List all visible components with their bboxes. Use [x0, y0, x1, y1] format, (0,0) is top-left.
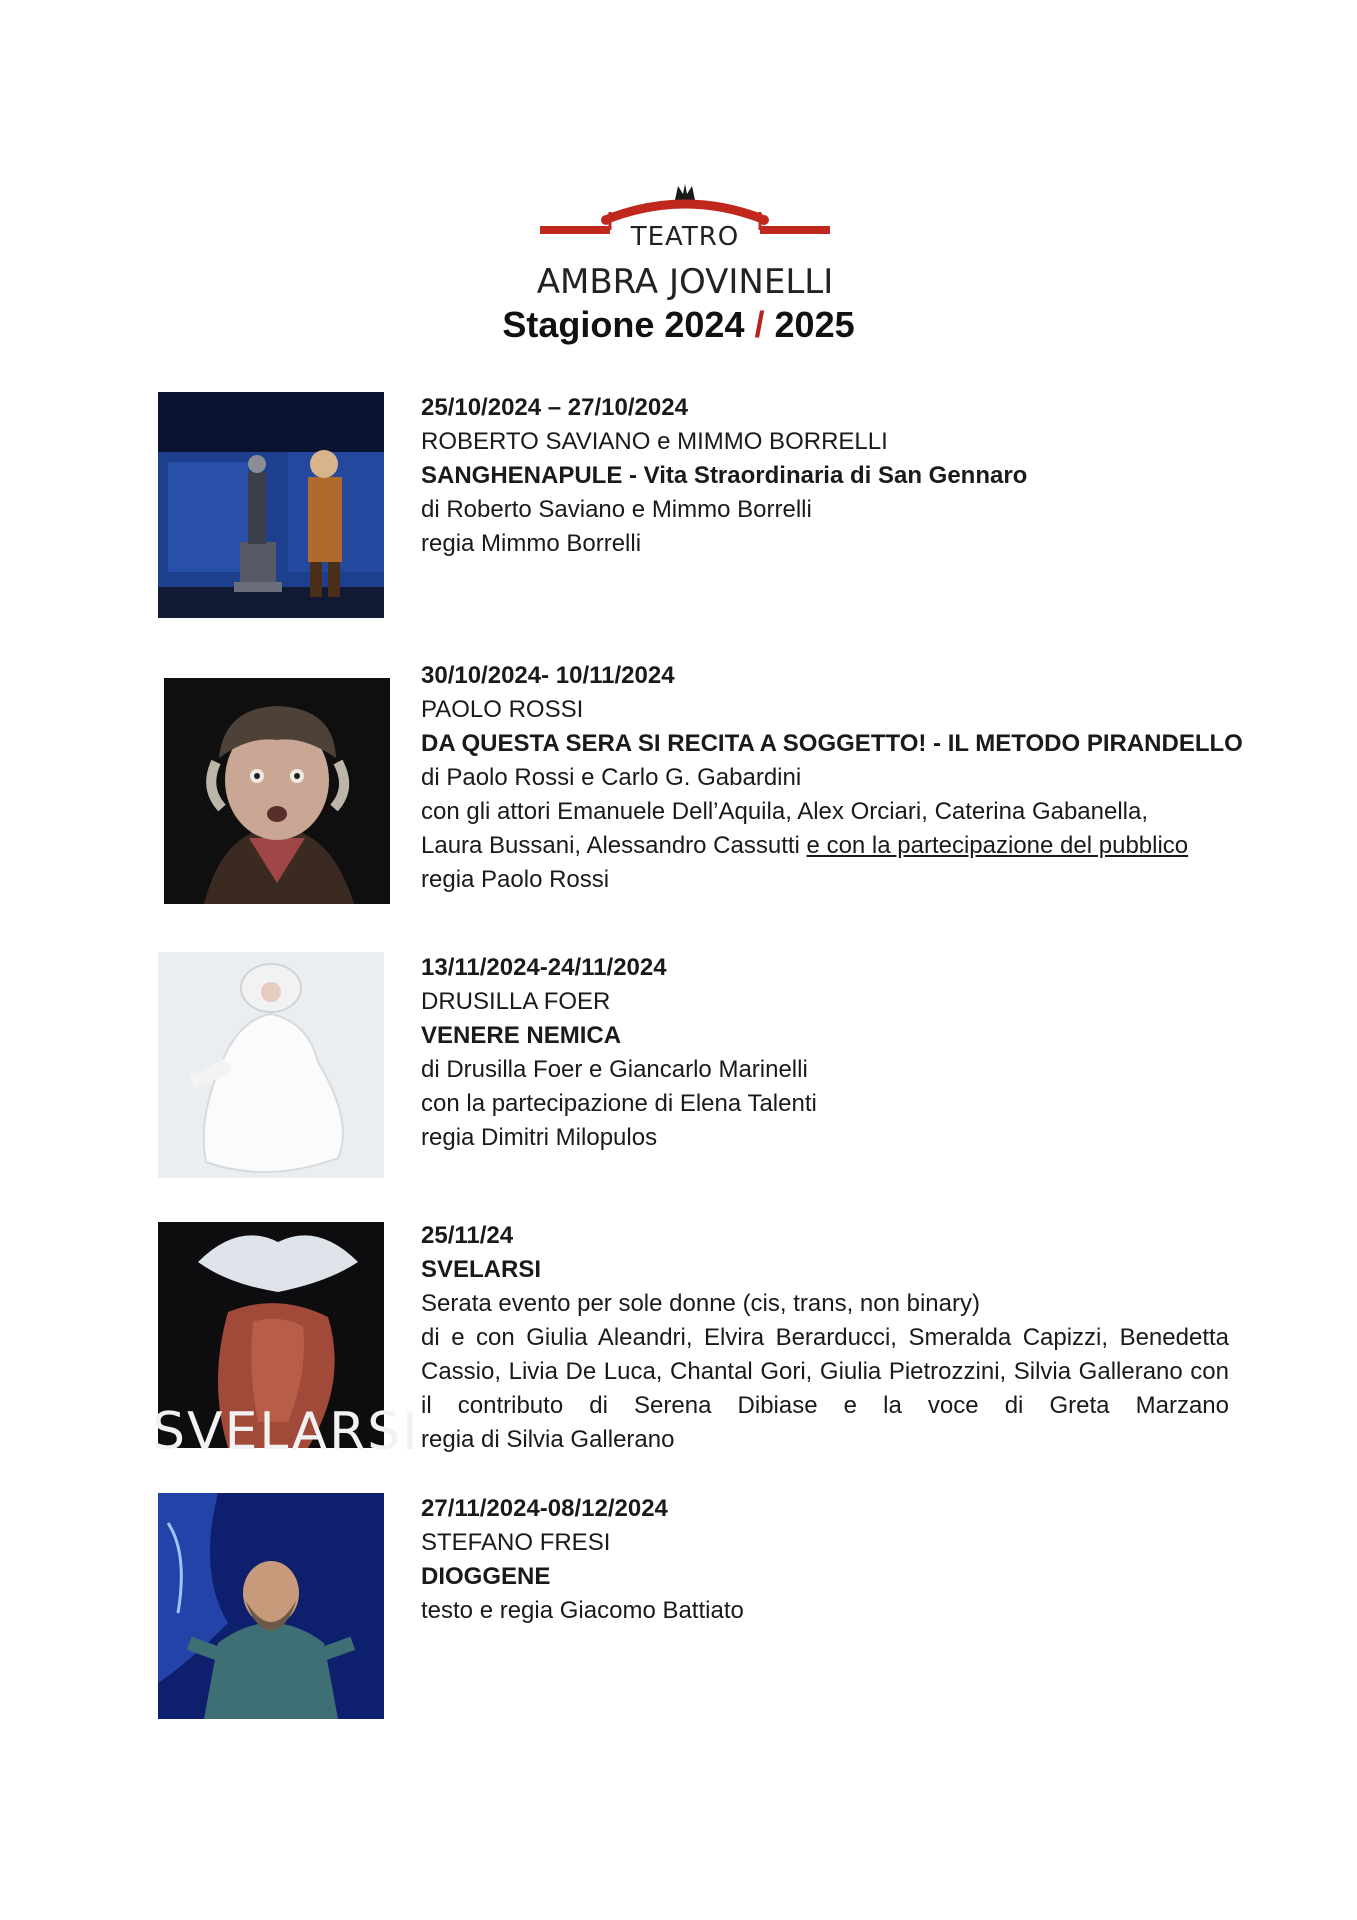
event-photo-sanghenapule — [158, 392, 384, 618]
event-artists: DRUSILLA FOER — [421, 988, 611, 1015]
event-title: DA QUESTA SERA SI RECITA A SOGGETTO! - IL METODO PIRANDELLO — [421, 730, 1243, 757]
logo-main-text: AMBRA JOVINELLI — [536, 262, 834, 302]
event-description: Serata evento per sole donne (cis, trans, non binary) — [421, 1290, 980, 1317]
event-dates: 25/11/24 — [421, 1222, 514, 1249]
event-photo-svelarsi — [152, 1222, 420, 1462]
event-dates: 30/10/2024- 10/11/2024 — [421, 662, 675, 689]
theatre-logo — [520, 182, 850, 302]
event-title: VENERE NEMICA — [421, 1022, 622, 1049]
event-info — [421, 1492, 1229, 1628]
event-info — [421, 391, 1229, 561]
event-info — [421, 951, 1229, 1155]
event-cast-continued: Cassio, Livia De Luca, Chantal Gori, Giulia Pietrozzini, Silvia Gallerano con — [421, 1358, 1229, 1385]
event-participation: con la partecipazione di Elena Talenti — [421, 1090, 817, 1117]
event-credits: testo e regia Giacomo Battiato — [421, 1597, 744, 1624]
event-photo-stefano-fresi — [158, 1493, 384, 1719]
season-label: Stagione 2024 — [502, 304, 745, 345]
event-authors: di Roberto Saviano e Mimmo Borrelli — [421, 496, 812, 523]
event-photo-paolo-rossi — [164, 678, 390, 904]
season-slash: / — [754, 304, 765, 345]
event-artists: ROBERTO SAVIANO e MIMMO BORRELLI — [421, 428, 888, 455]
event-cast: di e con Giulia Aleandri, Elvira Berarducci, Smeralda Capizzi, Benedetta — [421, 1324, 1229, 1351]
event-cast-continued — [421, 829, 1229, 863]
event-contributors: il contributo di Serena Dibiase e la voce di Greta Marzano — [421, 1392, 1229, 1419]
event-dates: 25/10/2024 – 27/10/2024 — [421, 394, 688, 421]
event-artists: PAOLO ROSSI — [421, 696, 584, 723]
event-dates: 27/11/2024-08/12/2024 — [421, 1495, 668, 1522]
event-info — [421, 659, 1243, 897]
event-director: regia Paolo Rossi — [421, 866, 610, 893]
event-artists: STEFANO FRESI — [421, 1529, 611, 1556]
event-authors: di Paolo Rossi e Carlo G. Gabardini — [421, 764, 802, 791]
event-title: DIOGGENE — [421, 1563, 551, 1590]
event-info — [421, 1219, 1229, 1457]
event-cast: con gli attori Emanuele Dell’Aquila, Alex Orciari, Caterina Gabanella, — [421, 798, 1149, 825]
logo-teatro-text: TEATRO — [630, 222, 740, 252]
event-cast-names: Laura Bussani, Alessandro Cassutti — [421, 832, 807, 859]
svelarsi-thumb-text: SVELARSI — [152, 1402, 420, 1462]
event-dates: 13/11/2024-24/11/2024 — [421, 954, 667, 981]
season-title — [0, 304, 1357, 346]
event-photo-drusilla-foer — [158, 952, 384, 1178]
event-title: SVELARSI — [421, 1256, 542, 1283]
event-audience-participation: e con la partecipazione del pubblico — [806, 832, 1189, 859]
event-director: regia Mimmo Borrelli — [421, 530, 642, 557]
event-title: SANGHENAPULE - Vita Straordinaria di San Gennaro — [421, 462, 1028, 489]
event-authors: di Drusilla Foer e Giancarlo Marinelli — [421, 1056, 808, 1083]
event-director: regia di Silvia Gallerano — [421, 1426, 675, 1453]
event-director: regia Dimitri Milopulos — [421, 1124, 658, 1151]
season-year2: 2025 — [774, 304, 855, 345]
